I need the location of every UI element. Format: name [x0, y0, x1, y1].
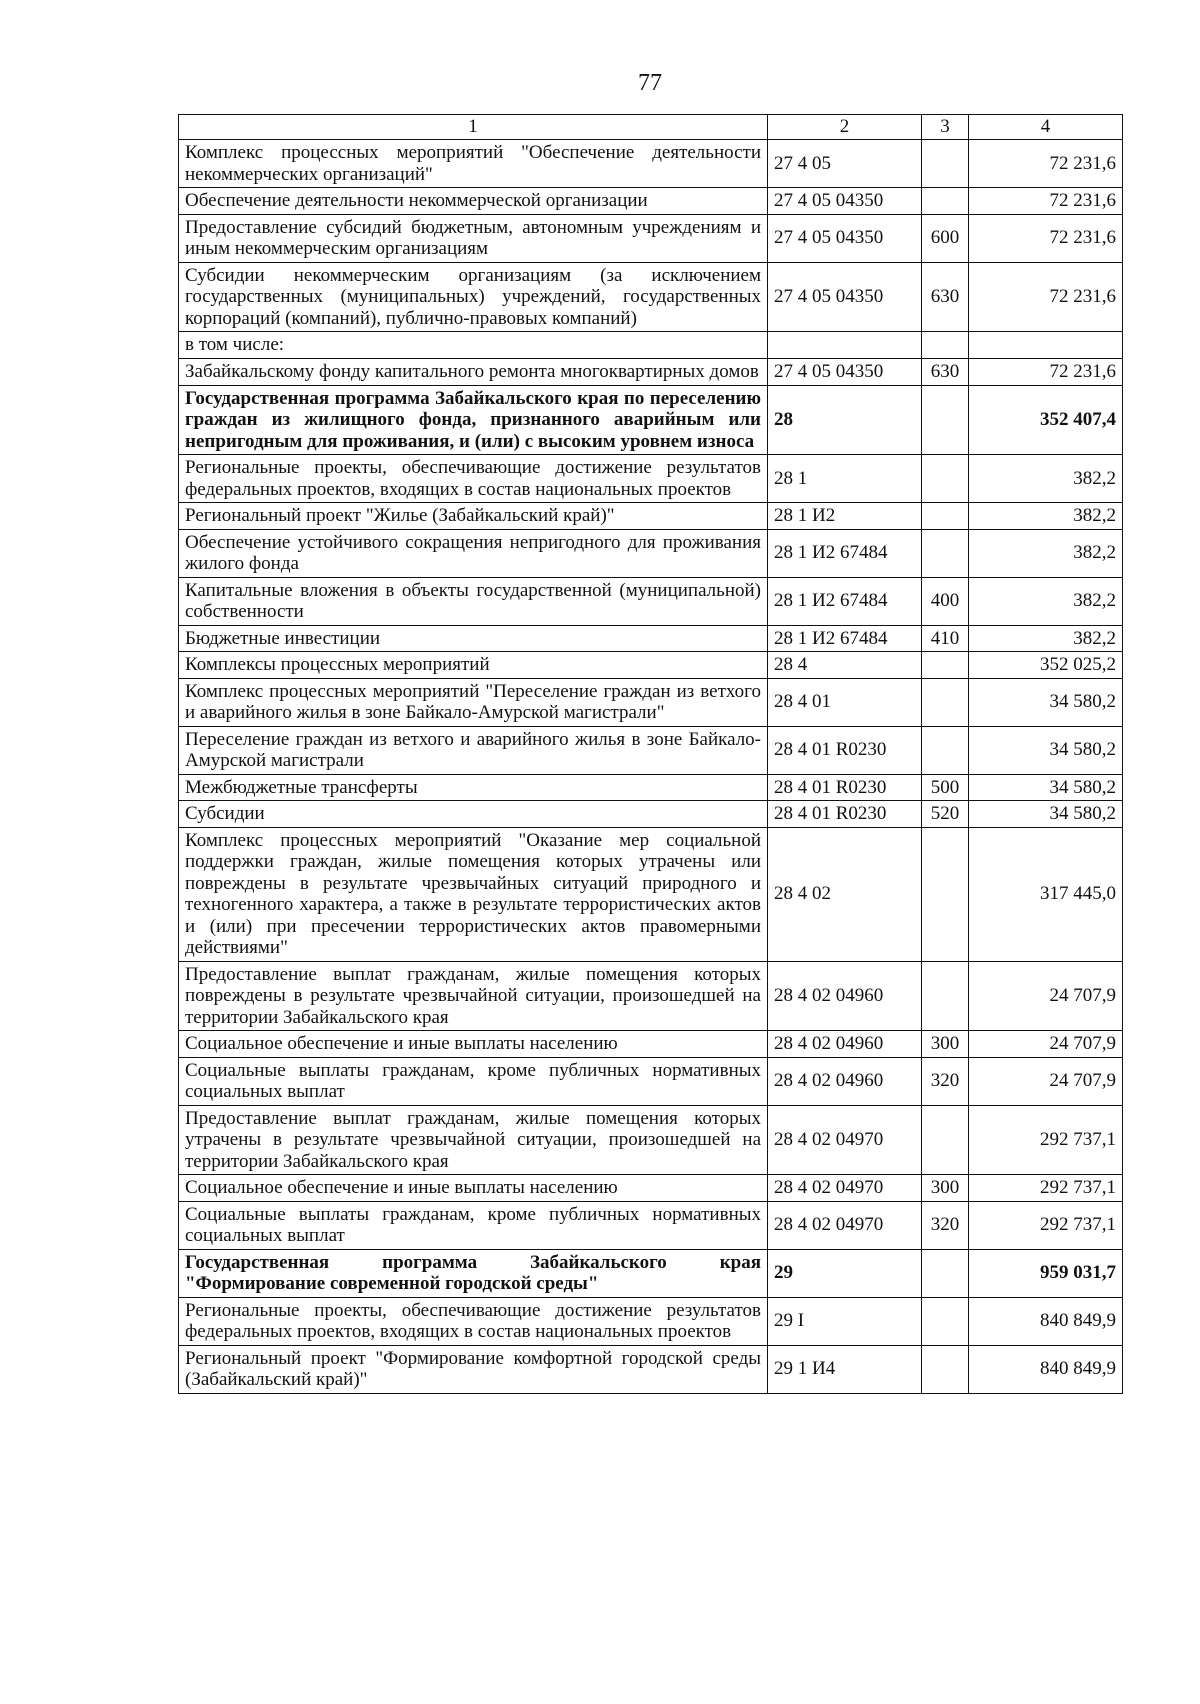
row-type-cell: 630	[922, 359, 969, 386]
row-code-cell	[768, 332, 922, 359]
row-type-cell	[922, 961, 969, 1031]
row-code-cell: 28 4 02	[768, 827, 922, 961]
table-row	[179, 1249, 1123, 1297]
row-amount-cell: 292 737,1	[969, 1175, 1123, 1202]
table-row	[179, 961, 1123, 1031]
row-name-cell: Субсидии	[179, 801, 768, 828]
row-type-cell: 410	[922, 625, 969, 652]
row-code-cell: 28 1 И2 67484	[768, 625, 922, 652]
row-type-cell	[922, 529, 969, 577]
table-row	[179, 455, 1123, 503]
table-row	[179, 359, 1123, 386]
row-code-cell: 29	[768, 1249, 922, 1297]
row-name-cell: Региональный проект "Формирование комфортной городской среды (Забайкальский край)"	[179, 1345, 768, 1393]
row-amount-cell: 24 707,9	[969, 961, 1123, 1031]
table-row	[179, 1201, 1123, 1249]
row-amount-cell: 382,2	[969, 529, 1123, 577]
row-amount-cell: 382,2	[969, 625, 1123, 652]
row-type-cell	[922, 1345, 969, 1393]
row-name-cell: Региональный проект "Жилье (Забайкальский край)"	[179, 503, 768, 530]
table-row	[179, 140, 1123, 188]
table-row	[179, 503, 1123, 530]
table-row	[179, 332, 1123, 359]
table-row	[179, 1297, 1123, 1345]
row-code-cell: 28	[768, 385, 922, 455]
table-row	[179, 262, 1123, 332]
table-row	[179, 678, 1123, 726]
row-code-cell: 28 4 01	[768, 678, 922, 726]
row-code-cell: 28 1 И2 67484	[768, 577, 922, 625]
row-name-cell: Социальное обеспечение и иные выплаты населению	[179, 1031, 768, 1058]
row-type-cell: 300	[922, 1175, 969, 1202]
row-code-cell: 28 4 01 R0230	[768, 726, 922, 774]
row-amount-cell: 72 231,6	[969, 262, 1123, 332]
row-type-cell	[922, 726, 969, 774]
row-name-cell: Региональные проекты, обеспечивающие достижение результатов федеральных проектов, входящих в состав национальных проектов	[179, 455, 768, 503]
row-code-cell: 27 4 05	[768, 140, 922, 188]
row-type-cell: 320	[922, 1057, 969, 1105]
table-row	[179, 1031, 1123, 1058]
row-amount-cell: 34 580,2	[969, 801, 1123, 828]
row-name-cell: Субсидии некоммерческим организациям (за исключением государственных (муниципальных) учреждений, государственных корпораций (компаний), публично-правовых компаний)	[179, 262, 768, 332]
row-type-cell	[922, 385, 969, 455]
row-amount-cell: 72 231,6	[969, 140, 1123, 188]
table-row	[179, 1105, 1123, 1175]
row-name-cell: Социальное обеспечение и иные выплаты населению	[179, 1175, 768, 1202]
row-amount-cell: 382,2	[969, 455, 1123, 503]
row-type-cell	[922, 140, 969, 188]
row-name-cell: Государственная программа Забайкальского края "Формирование современной городской среды"	[179, 1249, 768, 1297]
row-code-cell: 29 1 И4	[768, 1345, 922, 1393]
row-code-cell: 28 1	[768, 455, 922, 503]
row-type-cell	[922, 455, 969, 503]
header-col-1: 1	[179, 115, 768, 140]
row-type-cell: 520	[922, 801, 969, 828]
row-amount-cell: 292 737,1	[969, 1201, 1123, 1249]
table-row	[179, 1175, 1123, 1202]
header-row	[179, 115, 1123, 140]
row-type-cell	[922, 652, 969, 679]
row-amount-cell: 34 580,2	[969, 774, 1123, 801]
row-code-cell: 28 4 01 R0230	[768, 801, 922, 828]
row-name-cell: Региональные проекты, обеспечивающие достижение результатов федеральных проектов, входящих в состав национальных проектов	[179, 1297, 768, 1345]
row-name-cell: в том числе:	[179, 332, 768, 359]
table-row	[179, 652, 1123, 679]
header-col-4: 4	[969, 115, 1123, 140]
row-amount-cell: 352 025,2	[969, 652, 1123, 679]
row-code-cell: 28 4 02 04960	[768, 1057, 922, 1105]
table-row	[179, 625, 1123, 652]
row-amount-cell: 317 445,0	[969, 827, 1123, 961]
row-type-cell: 300	[922, 1031, 969, 1058]
row-code-cell: 27 4 05 04350	[768, 214, 922, 262]
row-amount-cell: 292 737,1	[969, 1105, 1123, 1175]
row-name-cell: Межбюджетные трансферты	[179, 774, 768, 801]
row-amount-cell: 34 580,2	[969, 678, 1123, 726]
row-name-cell: Забайкальскому фонду капитального ремонта многоквартирных домов	[179, 359, 768, 386]
row-type-cell	[922, 188, 969, 215]
table-row	[179, 577, 1123, 625]
row-type-cell: 500	[922, 774, 969, 801]
row-name-cell: Комплекс процессных мероприятий "Оказание мер социальной поддержки граждан, жилые помещения которых утрачены или повреждены в результате чрезвычайных ситуаций природного и техногенного характера, а также в результате террористических актов и (или) при пресечении террористических актов правомерными действиями"	[179, 827, 768, 961]
row-amount-cell: 24 707,9	[969, 1031, 1123, 1058]
row-name-cell: Социальные выплаты гражданам, кроме публичных нормативных социальных выплат	[179, 1057, 768, 1105]
row-type-cell: 630	[922, 262, 969, 332]
row-name-cell: Социальные выплаты гражданам, кроме публичных нормативных социальных выплат	[179, 1201, 768, 1249]
page-number: 77	[638, 70, 662, 96]
table-row	[179, 1345, 1123, 1393]
row-code-cell: 28 1 И2 67484	[768, 529, 922, 577]
row-type-cell: 400	[922, 577, 969, 625]
row-code-cell: 28 4 02 04970	[768, 1175, 922, 1202]
row-amount-cell: 72 231,6	[969, 214, 1123, 262]
row-name-cell: Обеспечение деятельности некоммерческой организации	[179, 188, 768, 215]
row-code-cell: 28 4 02 04960	[768, 961, 922, 1031]
table-row	[179, 726, 1123, 774]
row-type-cell: 320	[922, 1201, 969, 1249]
row-type-cell	[922, 827, 969, 961]
row-code-cell: 28 4 02 04970	[768, 1105, 922, 1175]
row-amount-cell: 840 849,9	[969, 1297, 1123, 1345]
row-name-cell: Капитальные вложения в объекты государственной (муниципальной) собственности	[179, 577, 768, 625]
row-amount-cell	[969, 332, 1123, 359]
row-amount-cell: 34 580,2	[969, 726, 1123, 774]
row-name-cell: Комплекс процессных мероприятий "Обеспечение деятельности некоммерческих организаций"	[179, 140, 768, 188]
row-amount-cell: 72 231,6	[969, 359, 1123, 386]
table-body	[179, 140, 1123, 1394]
table-row	[179, 801, 1123, 828]
table-row	[179, 1057, 1123, 1105]
row-amount-cell: 382,2	[969, 577, 1123, 625]
header-col-2: 2	[768, 115, 922, 140]
table-row	[179, 188, 1123, 215]
row-name-cell: Обеспечение устойчивого сокращения непригодного для проживания жилого фонда	[179, 529, 768, 577]
row-code-cell: 28 4 01 R0230	[768, 774, 922, 801]
row-code-cell: 29 I	[768, 1297, 922, 1345]
table-row	[179, 214, 1123, 262]
row-name-cell: Предоставление субсидий бюджетным, автономным учреждениям и иным некоммерческим организациям	[179, 214, 768, 262]
budget-table	[178, 114, 1123, 1394]
row-type-cell: 600	[922, 214, 969, 262]
row-name-cell: Комплекс процессных мероприятий "Переселение граждан из ветхого и аварийного жилья в зоне Байкало-Амурской магистрали"	[179, 678, 768, 726]
table-row	[179, 529, 1123, 577]
row-code-cell: 27 4 05 04350	[768, 359, 922, 386]
row-code-cell: 28 4	[768, 652, 922, 679]
row-name-cell: Комплексы процессных мероприятий	[179, 652, 768, 679]
row-code-cell: 28 4 02 04970	[768, 1201, 922, 1249]
row-type-cell	[922, 1249, 969, 1297]
row-amount-cell: 959 031,7	[969, 1249, 1123, 1297]
row-code-cell: 28 4 02 04960	[768, 1031, 922, 1058]
row-name-cell: Предоставление выплат гражданам, жилые помещения которых утрачены в результате чрезвычайной ситуации, произошедшей на территории Забайкальского края	[179, 1105, 768, 1175]
row-name-cell: Государственная программа Забайкальского края по переселению граждан из жилищного фонда, признанного аварийным или непригодным для проживания, и (или) с высоким уровнем износа	[179, 385, 768, 455]
row-type-cell	[922, 503, 969, 530]
row-type-cell	[922, 1105, 969, 1175]
row-type-cell	[922, 678, 969, 726]
row-amount-cell: 72 231,6	[969, 188, 1123, 215]
table-row	[179, 827, 1123, 961]
row-amount-cell: 24 707,9	[969, 1057, 1123, 1105]
row-name-cell: Предоставление выплат гражданам, жилые помещения которых повреждены в результате чрезвычайной ситуации, произошедшей на территории Забайкальского края	[179, 961, 768, 1031]
row-name-cell: Переселение граждан из ветхого и аварийного жилья в зоне Байкало-Амурской магистрали	[179, 726, 768, 774]
row-name-cell: Бюджетные инвестиции	[179, 625, 768, 652]
table-row	[179, 385, 1123, 455]
row-code-cell: 28 1 И2	[768, 503, 922, 530]
table-row	[179, 774, 1123, 801]
row-type-cell	[922, 1297, 969, 1345]
row-amount-cell: 382,2	[969, 503, 1123, 530]
row-type-cell	[922, 332, 969, 359]
header-col-3: 3	[922, 115, 969, 140]
row-code-cell: 27 4 05 04350	[768, 262, 922, 332]
row-amount-cell: 352 407,4	[969, 385, 1123, 455]
row-code-cell: 27 4 05 04350	[768, 188, 922, 215]
row-amount-cell: 840 849,9	[969, 1345, 1123, 1393]
